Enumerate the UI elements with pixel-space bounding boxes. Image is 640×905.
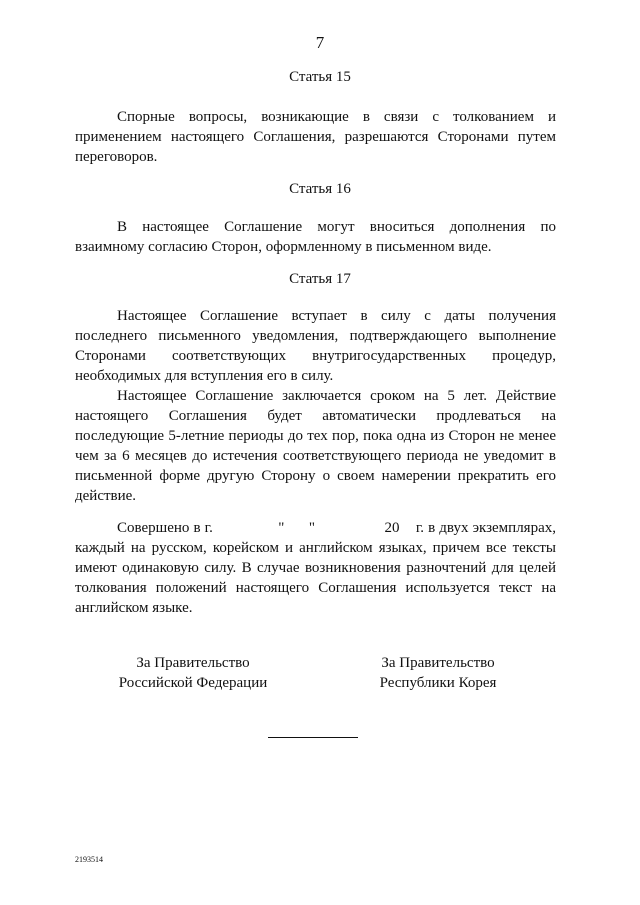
article-16-paragraph: В настоящее Соглашение могут вноситься дополнения по взаимному согласию Сторон, оформленному в письменном виде.: [75, 219, 556, 255]
page-number: 7: [315, 33, 325, 52]
article-15-paragraph: Спорные вопросы, возникающие в связи с толкованием и применением настоящего Соглашения, разрешаются Сторонами путем переговоров.: [75, 109, 556, 165]
signatory-korea-line2: Республики Корея: [379, 675, 497, 691]
article-17-paragraph-2: Настоящее Соглашение заключается сроком на 5 лет. Действие настоящего Соглашения будет автоматически продлеваться на последующие 5-летние периоды до тех пор, пока одна из Сторон не менее чем за 6 месяцев до истечения соответствующего периода не уведомит в письменной форме другую Сторону о своем намерении прекратить его действие.: [75, 388, 556, 504]
closing-paragraph: Совершено в г. " " 20 г. в двух экземплярах, каждый на русском, корейском и английском языках, причем все тексты имеют одинаковую силу. В случае возникновения разночтений для целей толкования положений настоящего Соглашения используется текст на английском языке.: [75, 520, 560, 616]
signatory-korea-line1: За Правительство: [381, 655, 495, 671]
document-number: 2193514: [75, 855, 103, 864]
article-16-heading: Статья 16: [289, 181, 351, 197]
signatory-russia-line2: Российской Федерации: [118, 675, 268, 691]
signatory-korea: [328, 653, 548, 693]
article-15-heading: Статья 15: [289, 69, 351, 85]
article-17-heading: Статья 17: [289, 271, 351, 287]
article-17-paragraph-1: Настоящее Соглашение вступает в силу с даты получения последнего письменного уведомления, подтверждающего выполнение Сторонами соответствующих внутригосударственных процедур, необходимых для вступления его в силу.: [75, 308, 556, 384]
signatory-russia-line1: За Правительство: [136, 655, 250, 671]
signatory-russia: [83, 653, 303, 693]
closing-rule: [268, 737, 358, 738]
